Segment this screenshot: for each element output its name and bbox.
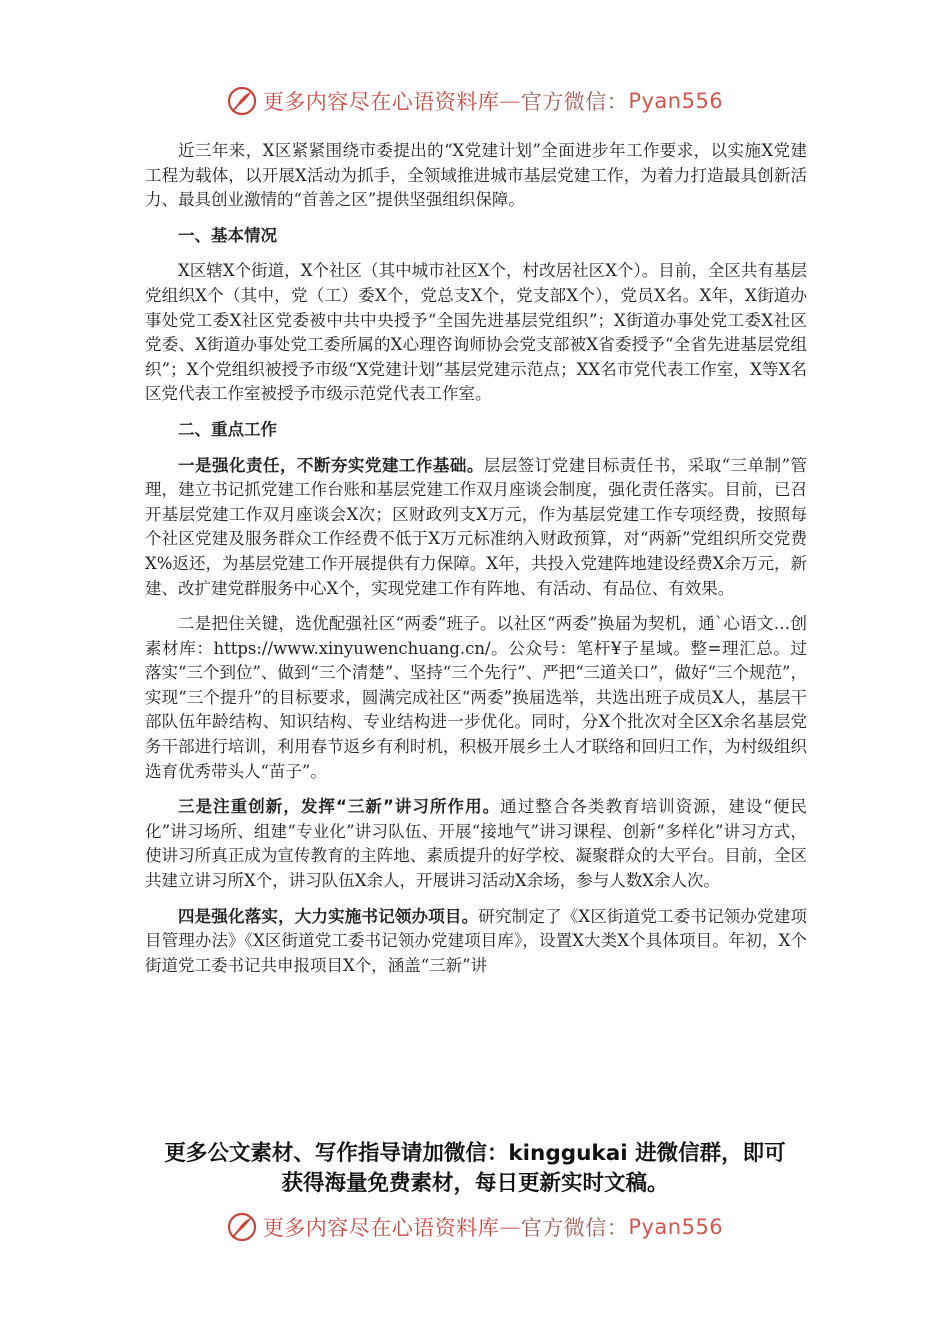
banner-wechat-id: Pyan556 <box>628 89 724 113</box>
item-2-lead: 二是把住关键，选优配强社区“两委”班子。 <box>178 614 497 634</box>
key-work-item-1 <box>145 454 807 602</box>
item-3-lead: 三是注重创新，发挥“三新”讲习所作用。 <box>178 797 501 817</box>
promo-line-1: 更多公文素材、写作指导请加微信：kinggukai 进微信群，即可 <box>164 1141 786 1166</box>
header-banner <box>0 86 950 116</box>
item-1-lead: 一是强化责任，不断夯实党建工作基础。 <box>178 455 484 475</box>
section-heading-key-work: 二、重点工作 <box>178 419 277 439</box>
key-work-item-4 <box>145 905 807 979</box>
promo-line-2: 获得海量免费素材，每日更新实时文稿。 <box>281 1171 669 1196</box>
banner-text: 更多内容尽在心语资料库 <box>262 1216 500 1240</box>
document-body <box>145 139 807 989</box>
banner-wechat-label: 官方微信： <box>520 1216 629 1240</box>
key-work-item-3 <box>145 795 807 893</box>
intro-paragraph: 近三年来，X区紧紧围绕市委提出的“X党建计划”全面进步年工作要求，以实施X党建工程为载体，以开展X活动为抓手，全领域推进城市基层党建工作，为着力打造最具创新活力、最具创业激情的“首善之区”提供坚强组织保障。 <box>145 141 807 210</box>
section-heading-basic: 一、基本情况 <box>178 225 277 245</box>
footer-banner <box>0 1212 950 1242</box>
basic-situation-paragraph: X区辖X个街道，X个社区（其中城市社区X个，村改居社区X个）。目前，全区共有基层党组织X个（其中，党（工）委X个，党总支X个，党支部X个），党员X名。X年，X街道办事处党工委X社区党委被中共中央授予“全国先进基层党组织”；X街道办事处党工委X社区党委、X街道办事处党工委所属的X心理咨询师协会党支部被X省委授予“全省先进基层党组织”；X个党组织被授予市级“X党建计划”基层党建示范点；XX名市党代表工作室，X等X名区党代表工作室被授予市级示范党代表工作室。 <box>145 261 807 404</box>
item-4-lead: 四是强化落实，大力实施书记领办项目。 <box>178 906 479 926</box>
promo-notice <box>0 1139 950 1199</box>
item-3-body: 通过整合各类教育培训资源，建设“便民化”讲习场所、组建“专业化”讲习队伍、开展“接地气”讲习课程、创新“多样化”讲习方式，使讲习所真正成为宣传教育的主阵地、素质提升的好学校、凝聚群众的大平台。目前，全区共建立讲习所X个，讲习队伍X余人，开展讲习活动X余场，参与人数X余人次。 <box>145 797 807 891</box>
banner-separator: — <box>499 1215 521 1239</box>
item-4-body: 研究制定了《X区街道党工委书记领办党建项目管理办法》《X区街道党工委书记领办党建项目库》，设置X大类X个具体项目。年初，X个街道党工委书记共申报项目X个，涵盖“三新”讲 <box>145 906 808 975</box>
item-1-body: 层层签订党建目标责任书，采取“三单制”管理，建立书记抓党建工作台账和基层党建工作双月座谈会制度，强化责任落实。目前，已召开基层党建工作双月座谈会X次；区财政列支X万元，作为基层党建工作专项经费，按照每个社区党建及服务群众工作经费不低于X万元标准纳入财政预算，对“两新”党组织所交党费X%返还，为基层党建工作开展提供有力保障。X年，共投入党建阵地建设经费X余万元，新建、改扩建党群服务中心X个，实现党建工作有阵地、有活动、有品位、有效果。 <box>145 455 808 598</box>
banner-text: 更多内容尽在心语资料库 <box>262 90 500 114</box>
banner-wechat-label: 官方微信： <box>520 90 629 114</box>
banner-wechat-id: Pyan556 <box>628 1215 724 1239</box>
key-work-item-2 <box>145 612 807 784</box>
banner-separator: — <box>499 89 521 113</box>
quill-logo-icon <box>227 1212 257 1242</box>
quill-logo-icon <box>227 86 257 116</box>
item-2-body: 以社区“两委”换届为契机，通`心语文…创素材库：https://www.xinyuwenchuang.cn/。公众号：笔杆¥子星域。整=理汇总。过落实“三个到位”、做到“三个清楚”、坚持“三个先行”、严把“三道关口”，做好“三个规范”，实现“三个提升”的目标要求，圆满完成社区“两委”换届选举，共选出班子成员X人，基层干部队伍年龄结构、知识结构、专业结构进一步优化。同时，分X个批次对全区X余名基层党务干部进行培训，利用春节返乡有利时机，积极开展乡土人才联络和回归工作，为村级组织选育优秀带头人“苗子”。 <box>145 614 807 781</box>
